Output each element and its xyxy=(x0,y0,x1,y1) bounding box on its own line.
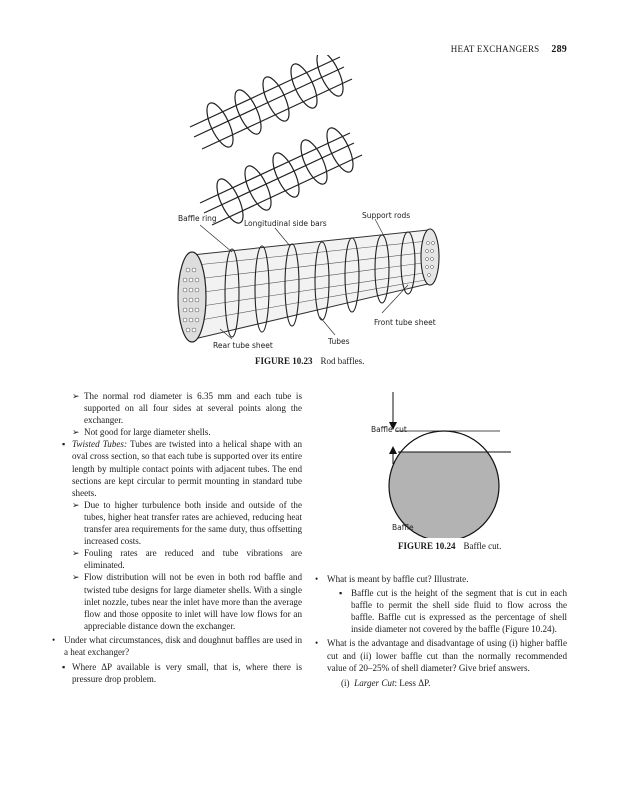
figure-10-23-number: FIGURE 10.23 xyxy=(255,356,313,366)
twisted-tubes-body: Tubes are twisted into a helical shape with an oval cross section, so that each tube is supported over its entire length by multiple contact points with adjacent tubes. The end sections are kept circular to permit mounting in standard tube sheets. xyxy=(72,439,303,498)
twisted-tubes-term: Twisted Tubes: xyxy=(72,439,127,450)
fouling-text: Fouling rates are reduced and tube vibrations are eliminated. xyxy=(84,548,302,571)
rod-baffle-ring-set-lower xyxy=(200,124,362,226)
page-number: 289 xyxy=(551,44,567,55)
turbulence-text: Due to higher turbulence both inside and outside of the tubes, higher heat transfer rates are achieved, reducing heat transfer area requirements for the same duty, thus offsetting increased costs. xyxy=(84,499,302,547)
round-bullet-icon: • xyxy=(315,638,319,649)
list-item xyxy=(315,573,567,585)
answer-larger-cut xyxy=(341,677,567,689)
list-item xyxy=(52,390,302,426)
square-bullet-icon: ▪ xyxy=(62,662,66,673)
figure-10-24-caption xyxy=(398,541,501,551)
twisted-tubes-text xyxy=(72,438,302,498)
label-support-rods: Support rods xyxy=(362,211,411,220)
larger-cut-body: : Less ΔP. xyxy=(394,677,431,688)
left-column xyxy=(52,390,302,685)
square-bullet-icon: ▪ xyxy=(339,588,343,599)
list-item xyxy=(52,547,302,571)
rod-diameter-text: The normal rod diameter is 6.35 mm and each tube is supported on all four sides at several points along the exchanger. xyxy=(84,391,302,426)
running-header xyxy=(451,44,567,55)
label-baffle-ring: Baffle ring xyxy=(178,214,217,223)
flow-distribution-text: Flow distribution will not be even in both rod baffle and twisted tube designs for large diameter shells. With a single inlet nozzle, tubes near the inlet have more than the average flow and those opposite to inlet will have low flows for an appreciable distance down the exchanger. xyxy=(84,572,302,631)
list-item xyxy=(52,426,302,438)
larger-cut-term: Larger Cut xyxy=(354,677,395,688)
label-baffle-cut: Baffle cut xyxy=(371,425,407,434)
arrow-bullet-icon: ➢ xyxy=(72,572,80,583)
list-item xyxy=(315,677,567,689)
arrow-bullet-icon: ➢ xyxy=(72,548,80,559)
question-baffle-cut: What is meant by baffle cut? Illustrate. xyxy=(327,574,469,584)
list-item xyxy=(52,634,302,658)
figure-10-23-title: Rod baffles. xyxy=(320,356,365,366)
arrow-bullet-icon: ➢ xyxy=(72,499,80,510)
large-shell-text: Not good for large diameter shells. xyxy=(84,427,211,438)
list-item xyxy=(315,637,567,673)
label-tubes: Tubes xyxy=(328,337,350,346)
figure-10-24-title: Baffle cut. xyxy=(463,541,502,551)
figure-10-23-caption xyxy=(255,356,364,366)
right-column xyxy=(315,573,567,689)
list-item xyxy=(315,587,567,635)
list-item xyxy=(52,661,302,685)
answer-number: (i) xyxy=(341,677,350,688)
label-rear-tube-sheet: Rear tube sheet xyxy=(213,341,273,350)
label-longitudinal-side-bars: Longitudinal side bars xyxy=(244,219,327,228)
answer-baffle-cut: Baffle cut is the height of the segment that is cut in each baffle to permit the shell side fluid to flow across the baffle. Baffle cut is expressed as the percentage of shell inside diameter not covered by the baffle (Figure 10.24). xyxy=(351,588,567,635)
header-title: HEAT EXCHANGERS xyxy=(450,44,540,54)
round-bullet-icon: • xyxy=(52,634,56,645)
list-item xyxy=(52,438,302,498)
square-bullet-icon: ▪ xyxy=(62,439,66,450)
rod-baffle-ring-set-upper xyxy=(190,55,352,151)
list-item xyxy=(52,499,302,547)
question-advantage: What is the advantage and disadvantage of using (i) higher baffle cut and (ii) lower baffle cut than the normally recommended value of 20–25% of shell diameter? Give brief answers. xyxy=(327,638,567,673)
arrow-bullet-icon: ➢ xyxy=(72,391,80,401)
list-item xyxy=(52,571,302,631)
question-disk-doughnut: Under what circumstances, disk and doughnut baffles are used in a heat exchanger? xyxy=(64,634,302,657)
round-bullet-icon: • xyxy=(315,574,319,584)
answer-disk-doughnut: Where ΔP available is very small, that is, where there is pressure drop problem. xyxy=(72,662,302,685)
baffle-cut-figure xyxy=(375,388,525,538)
arrow-bullet-icon: ➢ xyxy=(72,427,80,438)
rod-baffle-figure xyxy=(170,55,450,355)
label-front-tube-sheet: Front tube sheet xyxy=(374,318,436,327)
figure-10-24-number: FIGURE 10.24 xyxy=(398,541,456,551)
label-baffle: Baffle xyxy=(392,523,414,532)
